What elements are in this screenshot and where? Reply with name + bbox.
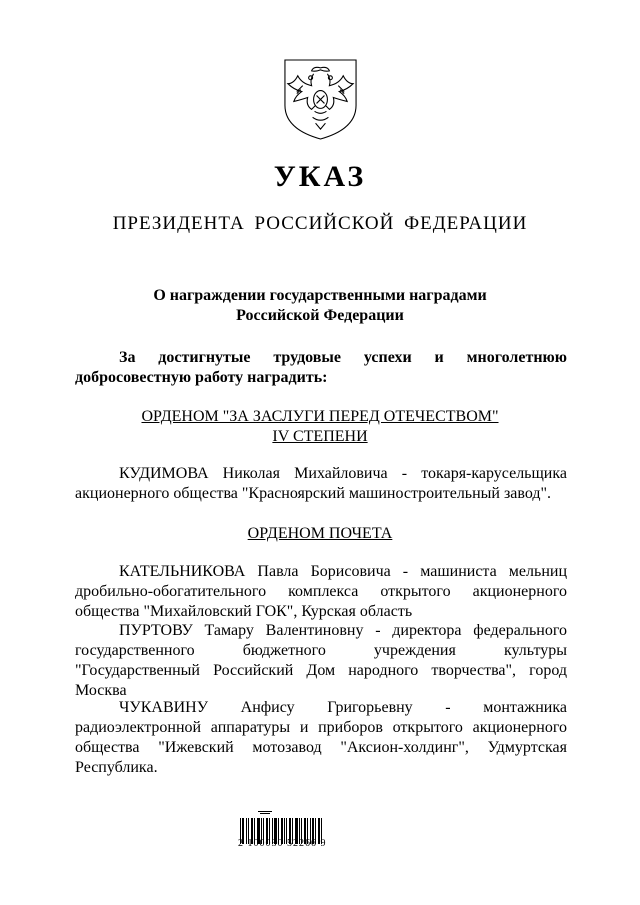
paragraph-line: Республика. [75, 759, 158, 776]
paragraph-line: КУДИМОВА Николая Михайловича - токаря-карусельщика [119, 465, 567, 482]
paragraph-line: акционерного общества "Красноярский машиностроительный завод". [75, 485, 552, 502]
paragraph-line: радиоэлектронной аппаратуры и приборов открытого акционерного [75, 719, 567, 736]
award-paragraph [75, 698, 567, 778]
paragraph-line: государственного бюджетного учреждения культуры [75, 642, 567, 659]
award-paragraph [75, 464, 567, 504]
award-title-line: ОРДЕНОМ "ЗА ЗАСЛУГИ ПЕРЕД ОТЕЧЕСТВОМ" [141, 408, 499, 425]
award-paragraph [75, 562, 567, 622]
paragraph-line: "Государственный Российский Дом народного творчества", город [75, 662, 567, 679]
document-title: УКАЗ [273, 160, 367, 193]
coat-of-arms-icon [281, 56, 360, 141]
paragraph-line: общества "Ижевский мотозавод "Аксион-холдинг", Удмуртская [75, 739, 567, 756]
document-subtitle: ПРЕЗИДЕНТА РОССИЙСКОЙ ФЕДЕРАЦИИ [112, 213, 528, 234]
paragraph-line: дробильно-обогатительного комплекса открытого акционерного [75, 583, 567, 600]
decree-heading [0, 286, 640, 326]
paragraph-line: Москва [75, 682, 127, 699]
barcode-icon [238, 810, 328, 856]
paragraph-line: общества "Михайловский ГОК", Курская область [75, 603, 413, 620]
award-paragraph [75, 621, 567, 701]
heading-line: Российской Федерации [236, 307, 404, 324]
barcode-number: 2 100030 52266 9 [238, 838, 327, 849]
heading-line: О награждении государственными наградами [153, 287, 487, 304]
award-title-line: ОРДЕНОМ ПОЧЕТА [247, 525, 393, 542]
intro-paragraph [75, 348, 567, 388]
paragraph-line: ЧУКАВИНУ Анфису Григорьевну - монтажника [119, 699, 567, 716]
intro-line: За достигнутые трудовые успехи и многолетнюю [119, 349, 567, 366]
award-title-fatherland [0, 407, 640, 447]
paragraph-line: ПУРТОВУ Тамару Валентиновну - директора федерального [119, 622, 567, 639]
award-title-honor [0, 524, 640, 544]
award-title-line: IV СТЕПЕНИ [272, 428, 368, 445]
paragraph-line: КАТЕЛЬНИКОВА Павла Борисовича - машиниста мельниц [119, 563, 567, 580]
intro-line: добросовестную работу наградить: [75, 369, 328, 386]
